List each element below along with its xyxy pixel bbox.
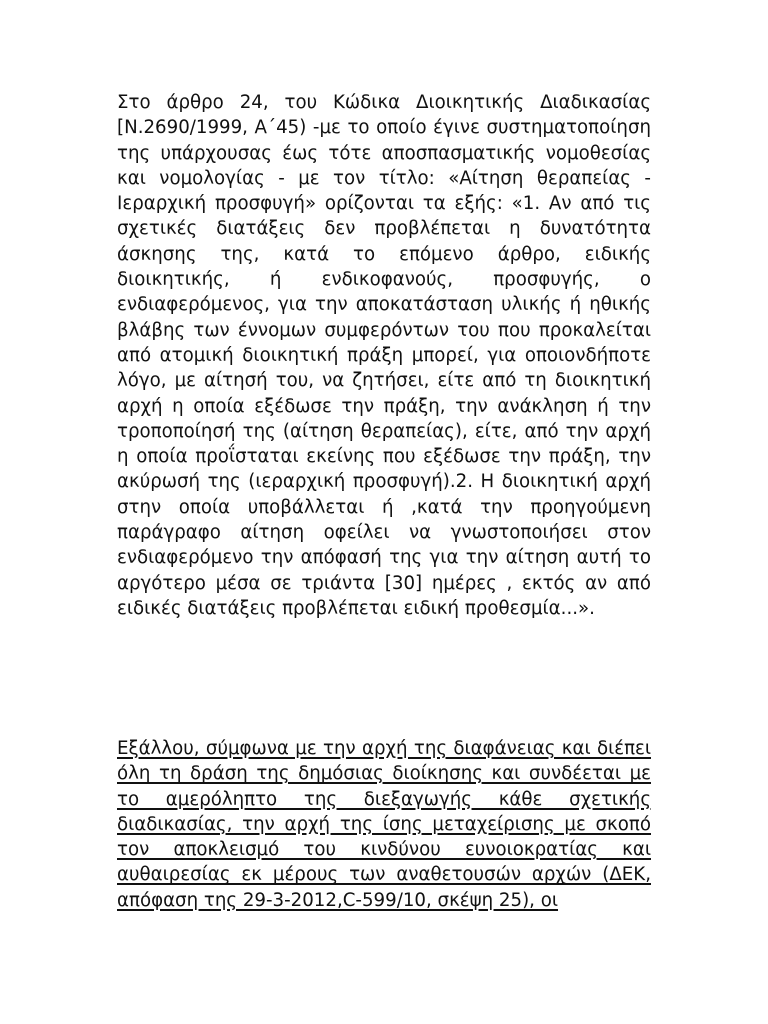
underlined-paragraph: Εξάλλου, σύμφωνα με την αρχή της διαφάνειας και διέπει όλη τη δράση της δημόσιας διοίκησης και συνδέεται με το αμερόληπτο της διεξαγωγής κάθε σχετικής διαδικασίας, την αρχή της ίσης μεταχείρισης με σκοπό τον αποκλεισμό του κινδύνου ευνοιοκρατίας και αυθαιρεσίας εκ μέρους των αναθετουσών αρχών (ΔΕΚ, απόφαση της 29-3-2012,C-599/10, σκέψη 25), οι — [117, 738, 651, 911]
body-paragraph: Στο άρθρο 24, του Κώδικα Διοικητικής Διαδικασίας [Ν.2690/1999, Α΄45) -με το οποίο έγινε συστηματοποίηση της υπάρχουσας έως τότε αποσπασματικής νομοθεσίας και νομολογίας - με τον τίτλο: «Αίτηση θεραπείας - Ιεραρχική προσφυγή» ορίζονται τα εξής: «1. Αν από τις σχετικές διατάξεις δεν προβλέπεται η δυνατότητα άσκησης της, κατά το επόμενο άρθρο, ειδικής διοικητικής, ή ενδικοφανούς, προσφυγής, ο ενδιαφερόμενος, για την αποκατάσταση υλικής ή ηθικής βλάβης των έννομων συμφερόντων του που προκαλείται από ατομική διοικητική πράξη μπορεί, για οποιονδήποτε λόγο, με αίτησή του, να ζητήσει, είτε από τη διοικητική αρχή η οποία εξέδωσε την πράξη, την ανάκληση ή την τροποποίησή της (αίτηση θεραπείας), είτε, από την αρχή η οποία προΐσταται εκείνης που εξέδωσε την πράξη, την ακύρωσή της (ιεραρχική προσφυγή).2. Η διοικητική αρχή στην οποία υποβάλλεται ή ,κατά την προηγούμενη παράγραφο αίτηση οφείλει να γνωστοποιήσει στον ενδιαφερόμενο την απόφασή της για την αίτηση αυτή το αργότερο μέσα σε τριάντα [30] ημέρες , εκτός αν από ειδικές διατάξεις προβλέπεται ειδική προθεσμία...». — [117, 92, 651, 619]
